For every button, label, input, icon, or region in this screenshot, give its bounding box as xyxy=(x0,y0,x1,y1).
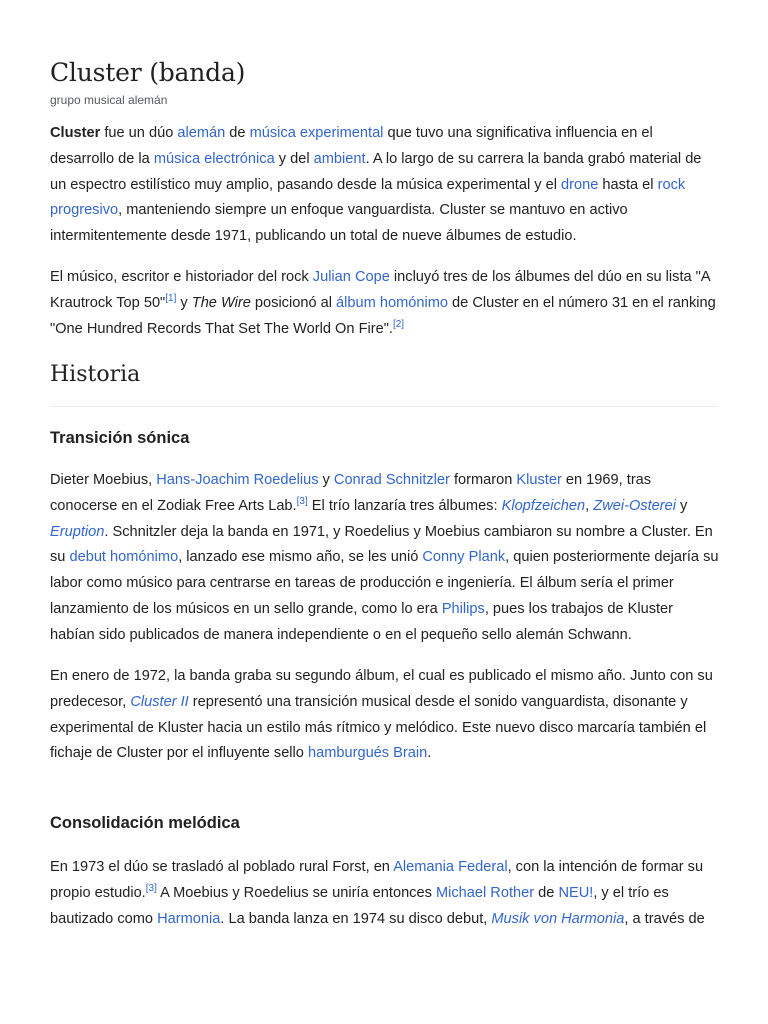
text: El músico, escritor e historiador del rock xyxy=(50,269,313,285)
link-michael-rother[interactable]: Michael Rother xyxy=(435,884,535,901)
text: A Moebius y Roedelius se uniría entonces xyxy=(156,884,436,901)
text: , a través de xyxy=(624,910,705,927)
link-harmonia[interactable]: Harmonia xyxy=(157,910,221,927)
link-neu[interactable]: NEU! xyxy=(558,884,594,901)
text: hasta el xyxy=(598,176,658,193)
text: El trío lanzaría tres álbumes: xyxy=(307,497,502,514)
link-klopfzeichen[interactable]: Klopfzeichen xyxy=(501,497,586,514)
page-subtitle: grupo musical alemán xyxy=(50,93,168,107)
text: y xyxy=(676,497,688,514)
text: y xyxy=(176,294,192,311)
link-ambient[interactable]: ambient xyxy=(313,150,366,167)
link-kluster[interactable]: Kluster xyxy=(516,472,562,488)
link-alemania-federal[interactable]: Alemania Federal xyxy=(393,859,508,875)
link-brain[interactable]: Brain xyxy=(393,745,428,762)
text: . Schnitzler deja la banda en 1971, y Roedelius y Moebius cambiaron su nombre a Cluster. En su xyxy=(50,523,713,566)
text: representó una transición musical desde el sonido vanguardista, disonante y experimental de Kluster hacia un estilo más rítmico y melódico. Este nuevo disco marcaría también el fichaje de Cluster por el influyente sello xyxy=(50,693,707,762)
section-divider xyxy=(50,406,718,407)
text: , lanzado ese mismo año, se les unió xyxy=(178,549,423,566)
text: , quien posteriormente dejaría su labor como músico para centrarse en tareas de producción e ingeniería. El álbum sería el primer lanzamiento de los músicos en un sello grande, como lo era xyxy=(50,549,719,617)
text: , y el trío es bautizado como xyxy=(50,884,669,927)
text: de xyxy=(534,884,559,901)
article-subject: Cluster xyxy=(50,125,101,141)
reference-3b[interactable]: [3] xyxy=(145,882,157,894)
link-cluster-ii[interactable]: Cluster II xyxy=(130,693,189,710)
text: , con la intención de formar su propio estudio. xyxy=(50,859,704,901)
text: y del xyxy=(274,150,314,167)
text: , pues los trabajos de Kluster habían sido publicados de manera independiente o en el pequeño sello alemán Schwann. xyxy=(50,600,674,643)
reference-2[interactable]: [2] xyxy=(392,318,405,330)
text: formaron xyxy=(449,472,517,488)
historia-paragraph-2 xyxy=(50,664,720,767)
link-musik-von-harmonia[interactable]: Musik von Harmonia xyxy=(491,910,625,927)
reference-1[interactable]: [1] xyxy=(165,292,177,304)
text: fue un dúo xyxy=(100,125,178,141)
text: , manteniendo siempre un enfoque vanguardista. Cluster se mantuvo en activo intermitentemente desde 1971, publicando un total de nueve álbumes de estudio. xyxy=(50,202,628,245)
text: en 1969, tras conocerse en el Zodiak Free Arts Lab. xyxy=(50,472,652,514)
text: incluyó tres de los álbumes del dúo en su lista "A Krautrock Top 50" xyxy=(50,269,710,311)
link-zwei-osterei[interactable]: Zwei-Osterei xyxy=(593,497,676,514)
historia-paragraph-1 xyxy=(50,468,720,649)
page-title: Cluster (banda) xyxy=(50,58,246,87)
text: Dieter Moebius, xyxy=(50,472,157,488)
link-julian-cope[interactable]: Julian Cope xyxy=(312,269,390,285)
link-rock-progresivo[interactable]: rock progresivo xyxy=(50,176,686,219)
link-philips[interactable]: Philips xyxy=(441,600,485,617)
italic-text: The Wire xyxy=(191,294,251,311)
text: de Cluster en el número 31 en el ranking "One Hundred Records That Set The World On Fire". xyxy=(50,294,716,337)
subsection-heading-transicion: Transición sónica xyxy=(50,429,190,447)
text: de xyxy=(225,125,250,141)
section-heading-historia: Historia xyxy=(50,362,141,387)
link-aleman[interactable]: alemán xyxy=(177,125,226,141)
link-musica-experimental[interactable]: música experimental xyxy=(249,125,384,141)
intro-paragraph-1 xyxy=(50,121,720,250)
link-roedelius[interactable]: Hans-Joachim Roedelius xyxy=(156,472,319,488)
text: En 1973 el dúo se trasladó al poblado rural Forst, en xyxy=(50,859,394,875)
link-musica-electronica[interactable]: música electrónica xyxy=(153,150,275,167)
link-eruption[interactable]: Eruption xyxy=(50,523,105,540)
link-schnitzler[interactable]: Conrad Schnitzler xyxy=(333,472,450,488)
link-drone[interactable]: drone xyxy=(561,176,599,193)
text: En enero de 1972, la banda graba su segundo álbum, el cual es publicado el mismo año. Junto con su predecesor, xyxy=(50,668,713,710)
link-hamburgues[interactable]: hamburgués xyxy=(307,745,390,762)
subsection-heading-consolidacion: Consolidación melódica xyxy=(50,814,240,832)
text: . xyxy=(427,745,432,762)
text: y xyxy=(318,472,334,488)
link-conny-plank[interactable]: Conny Plank xyxy=(422,549,506,566)
text: posicionó al xyxy=(250,294,337,311)
reference-3[interactable]: [3] xyxy=(296,495,308,507)
link-album-homonimo[interactable]: álbum homónimo xyxy=(336,294,448,311)
text: , xyxy=(585,497,594,514)
consolidacion-paragraph-1 xyxy=(50,855,720,932)
intro-paragraph-2 xyxy=(50,265,720,342)
link-debut-homonimo[interactable]: debut homónimo xyxy=(69,549,179,566)
text: . La banda lanza en 1974 su disco debut, xyxy=(220,910,492,927)
text: que tuvo una significativa influencia en el desarrollo de la xyxy=(50,125,653,167)
text: . A lo largo de su carrera la banda grabó material de un espectro estilístico muy amplio, pasando desde la música experimental y el xyxy=(50,150,702,193)
